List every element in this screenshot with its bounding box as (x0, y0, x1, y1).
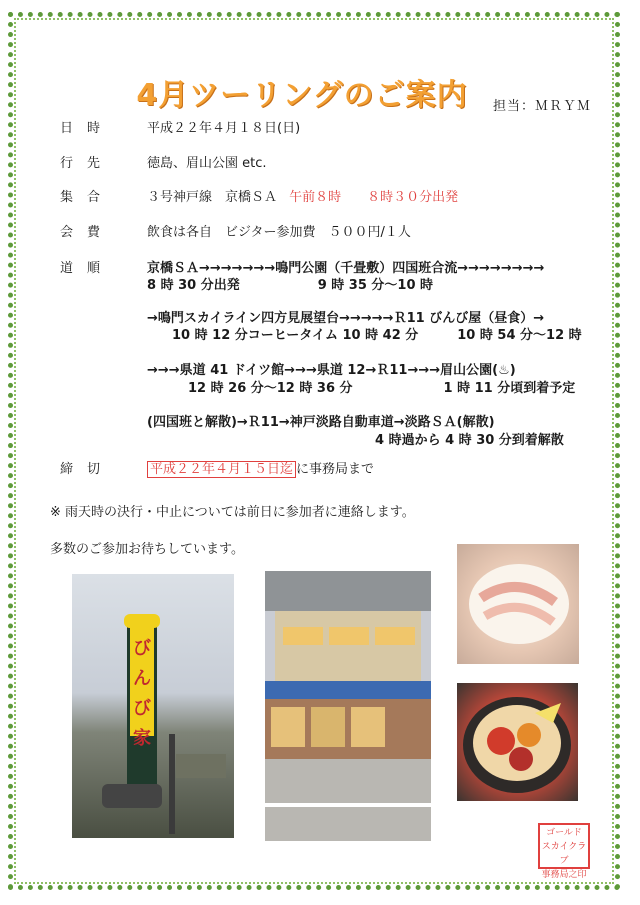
sign-text: びんび家 (133, 638, 151, 749)
photo-seafood-bowl (457, 683, 578, 801)
label-meeting: 集合 (60, 190, 115, 205)
value-deadline (147, 458, 374, 477)
photo-restaurant-sign (72, 574, 234, 838)
route-line-4a: (四国班と解散)→Ｒ11→神戸淡路自動車道→淡路ＳＡ(解散) (147, 415, 495, 430)
label-fee: 会費 (60, 225, 115, 240)
value-meeting (147, 186, 458, 205)
photo-sashimi (457, 544, 579, 664)
value-date: 平成２２年４月１８日(日) (147, 121, 301, 136)
value-destination: 徳島、眉山公園 etc. (147, 156, 267, 171)
route-line-3a: →→→県道 41 ドイツ館→→→県道 12→Ｒ11→→→眉山公園(♨) (147, 363, 516, 378)
route-line-4b: 4 時過から 4 時 30 分到着解散 (375, 433, 564, 448)
deadline-suffix: に事務局まで (296, 462, 375, 477)
person-in-charge: 担当：ＭＲＹＭ (493, 99, 592, 114)
meeting-time: 午前８時 ８時３０分出発 (289, 190, 459, 205)
route-line-1b: 8 時 30 分出発 9 時 35 分～10 時 (147, 278, 434, 293)
route-line-2b: 10 時 12 分コーヒータイム 10 時 42 分 10 時 54 分～12 時 (172, 328, 582, 343)
meeting-place: ３号神戸線 京橋ＳＡ (147, 190, 278, 205)
route-line-3b: 12 時 26 分～12 時 36 分 1 時 11 分頃到着予定 (188, 381, 576, 396)
label-date: 日時 (60, 121, 115, 136)
route-line-2a: →鳴門スカイライン四方見展望台→→→→→Ｒ11 びんび屋（昼食）→ (147, 311, 545, 326)
deadline-date: 平成２２年４月１５日迄 (147, 461, 296, 478)
label-route: 道順 (60, 261, 115, 276)
photo-rest-area (265, 571, 431, 841)
note-rain: ※ 雨天時の決行・中止については前日に参加者に連絡します。 (50, 505, 415, 520)
note-welcome: 多数のご参加お待ちしています。 (50, 542, 244, 557)
club-seal-stamp: ゴールド スカイクラブ 事務局之印 (538, 823, 590, 869)
page-title: 4月ツーリングのご案内 (136, 78, 468, 113)
route-line-1a: 京橋ＳＡ→→→→→→→鳴門公園（千畳敷）四国班合流→→→→→→→→ (147, 261, 545, 276)
label-deadline: 締切 (60, 462, 115, 477)
value-fee: 飲食は各自 ビジター参加費 ５００円/１人 (147, 225, 411, 240)
label-destination: 行先 (60, 156, 115, 171)
